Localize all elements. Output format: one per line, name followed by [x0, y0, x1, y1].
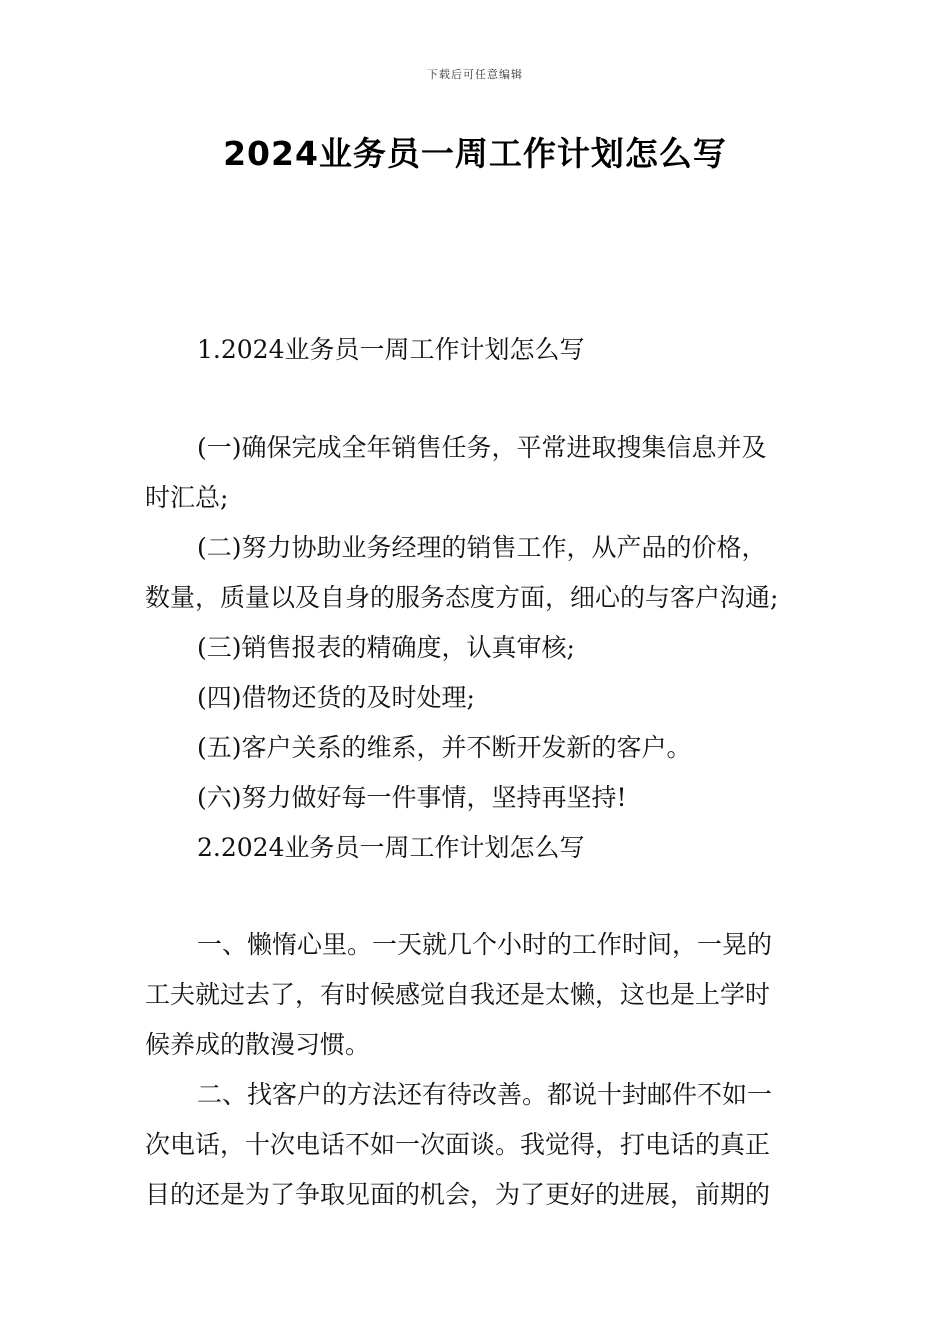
paragraph-1-line-1: 一、懒惰心里。一天就几个小时的工作时间，一晃的: [197, 930, 773, 959]
list-item-4: (四)借物还货的及时处理;: [197, 683, 475, 712]
section-2-body: [145, 920, 813, 1220]
section-1-heading-block: [145, 325, 813, 375]
list-item-1-line-2: 时汇总;: [145, 483, 229, 512]
header-note: 下载后可任意编辑: [427, 68, 523, 81]
list-item-5: (五)客户关系的维系，并不断开发新的客户。: [197, 733, 692, 762]
paragraph-2-line-1: 二、找客户的方法还有待改善。都说十封邮件不如一: [197, 1080, 773, 1109]
paragraph-1-line-3: 候养成的散漫习惯。: [145, 1030, 371, 1059]
section-1-heading: 1.2024业务员一周工作计划怎么写: [197, 335, 585, 364]
section-2-heading: 2.2024业务员一周工作计划怎么写: [197, 833, 585, 862]
list-item-6: (六)努力做好每一件事情，坚持再坚持!: [197, 783, 627, 812]
document-title: 2024业务员一周工作计划怎么写: [223, 134, 727, 173]
list-item-2-line-1: (二)努力协助业务经理的销售工作，从产品的价格，: [197, 533, 767, 562]
paragraph-1-line-2: 工夫就过去了，有时候感觉自我还是太懒，这也是上学时: [145, 980, 771, 1009]
paragraph-2-line-2: 次电话，十次电话不如一次面谈。我觉得，打电话的真正: [145, 1130, 771, 1159]
paragraph-2-line-3: 目的还是为了争取见面的机会，为了更好的进展，前期的: [145, 1180, 771, 1209]
list-item-3: (三)销售报表的精确度，认真审核;: [197, 633, 575, 662]
section-1-list: [145, 423, 813, 873]
list-item-2-line-2: 数量，质量以及自身的服务态度方面，细心的与客户沟通;: [145, 583, 779, 612]
list-item-1-line-1: (一)确保完成全年销售任务，平常进取搜集信息并及: [197, 433, 767, 462]
